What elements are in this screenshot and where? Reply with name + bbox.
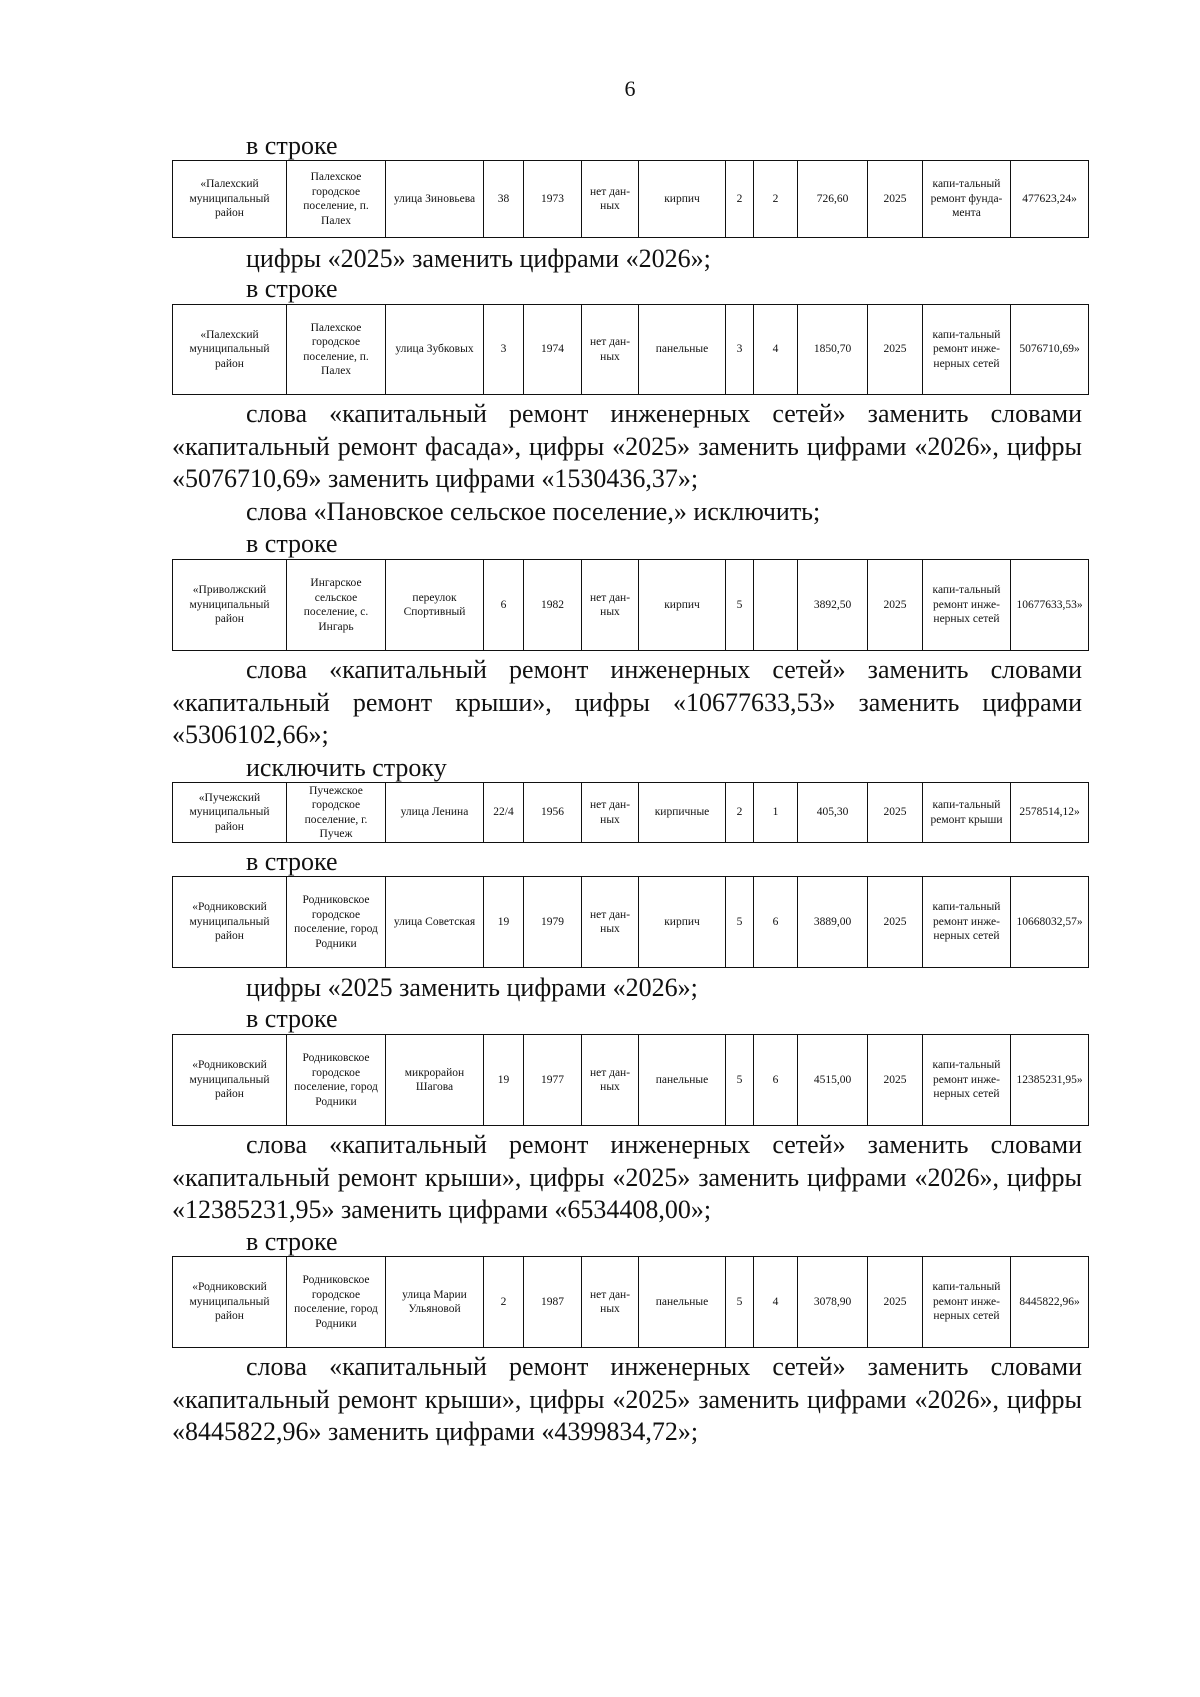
instruction-text: слова «капитальный ремонт инженерных сетей» заменить словами «капитальный ремонт крыши», цифры «10677633,53» заменить цифрами «5306102,66»; [172, 655, 1082, 749]
v-stroke-label: в строке [246, 847, 338, 876]
cell-settlement: Родниковское городское поселение, город Родники [287, 877, 386, 968]
v-stroke-label: в строке [246, 131, 338, 160]
cell-data-status: нет дан-ных [582, 1257, 639, 1348]
cell-material: панельные [639, 1035, 726, 1126]
cell-street: улица Зиновьева [386, 161, 484, 238]
cell-street: переулок Спортивный [386, 560, 484, 651]
v-stroke-label: в строке [246, 1004, 338, 1033]
cell-material: кирпич [639, 560, 726, 651]
cell-work-type: капи-тальный ремонт инже-нерных сетей [923, 305, 1011, 395]
cell-material: панельные [639, 305, 726, 395]
instruction-text: слова «капитальный ремонт инженерных сетей» заменить словами «капитальный ремонт фасада», цифры «2025» заменить цифрами «2026», цифры «5076710,69» заменить цифрами «1530436,37»; [172, 399, 1082, 493]
cell-material: кирпич [639, 161, 726, 238]
instruction-paragraph [172, 1351, 1082, 1449]
cell-house-number: 38 [484, 161, 524, 238]
cell-material: кирпич [639, 877, 726, 968]
table-row [172, 1256, 1089, 1348]
cell-district: «Палехский муниципальный район [173, 305, 287, 395]
cell-area: 3889,00 [798, 877, 868, 968]
table-row-cells [173, 305, 1089, 395]
v-stroke-label: в строке [246, 274, 338, 303]
cell-data-status: нет дан-ных [582, 560, 639, 651]
v-stroke-label: в строке [246, 1227, 338, 1256]
cell-year-plan: 2025 [868, 783, 923, 843]
cell-year: 1974 [524, 305, 582, 395]
page-number: 6 [624, 76, 636, 101]
cell-year: 1977 [524, 1035, 582, 1126]
cell-settlement: Палехское городское поселение, п. Палех [287, 305, 386, 395]
cell-work-type: капи-тальный ремонт крыши [923, 783, 1011, 843]
cell-house-number: 22/4 [484, 783, 524, 843]
table-row [172, 782, 1089, 843]
cell-street: улица Ленина [386, 783, 484, 843]
cell-cost: 12385231,95» [1011, 1035, 1089, 1126]
cell-area: 405,30 [798, 783, 868, 843]
cell-data-status: нет дан-ных [582, 161, 639, 238]
cell-house-number: 2 [484, 1257, 524, 1348]
cell-area: 3078,90 [798, 1257, 868, 1348]
instruction-text: слова «капитальный ремонт инженерных сетей» заменить словами «капитальный ремонт крыши», цифры «2025» заменить цифрами «2026», цифры «12385231,95» заменить цифрами «6534408,00»; [172, 1130, 1082, 1224]
cell-data-status: нет дан-ных [582, 877, 639, 968]
table-row [172, 160, 1089, 238]
cell-entrances [754, 560, 798, 651]
cell-entrances: 6 [754, 877, 798, 968]
table-row-cells [173, 783, 1089, 843]
instruction-text: цифры «2025 заменить цифрами «2026»; [246, 973, 698, 1002]
cell-entrances: 2 [754, 161, 798, 238]
cell-year: 1956 [524, 783, 582, 843]
cell-work-type: капи-тальный ремонт фунда-мента [923, 161, 1011, 238]
cell-entrances: 6 [754, 1035, 798, 1126]
cell-district: «Родниковский муниципальный район [173, 1035, 287, 1126]
table-row-cells [173, 1257, 1089, 1348]
instruction-text: цифры «2025» заменить цифрами «2026»; [246, 244, 711, 273]
cell-district: «Палехский муниципальный район [173, 161, 287, 238]
cell-cost: 477623,24» [1011, 161, 1089, 238]
cell-floors: 5 [726, 1257, 754, 1348]
cell-street: микрорайон Шагова [386, 1035, 484, 1126]
cell-data-status: нет дан-ных [582, 783, 639, 843]
cell-year-plan: 2025 [868, 560, 923, 651]
cell-floors: 2 [726, 783, 754, 843]
instruction-text: слова «Пановское сельское поселение,» исключить; [246, 497, 821, 526]
cell-data-status: нет дан-ных [582, 1035, 639, 1126]
cell-work-type: капи-тальный ремонт инже-нерных сетей [923, 877, 1011, 968]
cell-year-plan: 2025 [868, 877, 923, 968]
cell-work-type: капи-тальный ремонт инже-нерных сетей [923, 1257, 1011, 1348]
cell-area: 726,60 [798, 161, 868, 238]
cell-work-type: капи-тальный ремонт инже-нерных сетей [923, 560, 1011, 651]
cell-house-number: 19 [484, 877, 524, 968]
table-row-cells [173, 560, 1089, 651]
table-row-cells [173, 161, 1089, 238]
cell-district: «Пучежский муниципальный район [173, 783, 287, 843]
cell-cost: 10677633,53» [1011, 560, 1089, 651]
cell-work-type: капи-тальный ремонт инже-нерных сетей [923, 1035, 1011, 1126]
instruction-paragraph [172, 398, 1082, 496]
cell-district: «Родниковский муниципальный район [173, 877, 287, 968]
instruction-text: слова «капитальный ремонт инженерных сетей» заменить словами «капитальный ремонт крыши», цифры «2025» заменить цифрами «2026», цифры «8445822,96» заменить цифрами «4399834,72»; [172, 1352, 1082, 1446]
table-row [172, 876, 1089, 968]
table-row [172, 1034, 1089, 1126]
cell-cost: 8445822,96» [1011, 1257, 1089, 1348]
cell-settlement: Родниковское городское поселение, город Родники [287, 1257, 386, 1348]
cell-house-number: 19 [484, 1035, 524, 1126]
cell-area: 4515,00 [798, 1035, 868, 1126]
cell-year: 1987 [524, 1257, 582, 1348]
cell-year: 1973 [524, 161, 582, 238]
cell-floors: 5 [726, 560, 754, 651]
cell-settlement: Родниковское городское поселение, город Родники [287, 1035, 386, 1126]
cell-house-number: 3 [484, 305, 524, 395]
cell-house-number: 6 [484, 560, 524, 651]
cell-entrances: 4 [754, 1257, 798, 1348]
cell-year: 1982 [524, 560, 582, 651]
cell-entrances: 4 [754, 305, 798, 395]
cell-settlement: Ингарское сельское поселение, с. Ингарь [287, 560, 386, 651]
cell-street: улица Зубковых [386, 305, 484, 395]
cell-area: 1850,70 [798, 305, 868, 395]
cell-district: «Родниковский муниципальный район [173, 1257, 287, 1348]
cell-settlement: Палехское городское поселение, п. Палех [287, 161, 386, 238]
cell-data-status: нет дан-ных [582, 305, 639, 395]
cell-year-plan: 2025 [868, 161, 923, 238]
instruction-paragraph [172, 654, 1082, 752]
cell-cost: 2578514,12» [1011, 783, 1089, 843]
cell-entrances: 1 [754, 783, 798, 843]
table-row-cells [173, 877, 1089, 968]
cell-year-plan: 2025 [868, 1035, 923, 1126]
v-stroke-label: в строке [246, 529, 338, 558]
exclude-row-label: исключить строку [246, 753, 447, 782]
cell-floors: 5 [726, 877, 754, 968]
cell-material: кирпичные [639, 783, 726, 843]
cell-cost: 5076710,69» [1011, 305, 1089, 395]
cell-district: «Приволжский муниципальный район [173, 560, 287, 651]
cell-year-plan: 2025 [868, 305, 923, 395]
cell-floors: 5 [726, 1035, 754, 1126]
cell-area: 3892,50 [798, 560, 868, 651]
instruction-paragraph [172, 1129, 1082, 1227]
cell-year: 1979 [524, 877, 582, 968]
cell-floors: 2 [726, 161, 754, 238]
cell-street: улица Марии Ульяновой [386, 1257, 484, 1348]
cell-year-plan: 2025 [868, 1257, 923, 1348]
cell-material: панельные [639, 1257, 726, 1348]
cell-floors: 3 [726, 305, 754, 395]
table-row [172, 304, 1089, 395]
table-row [172, 559, 1089, 651]
table-row-cells [173, 1035, 1089, 1126]
cell-street: улица Советская [386, 877, 484, 968]
cell-settlement: Пучежское городское поселение, г. Пучеж [287, 783, 386, 843]
cell-cost: 10668032,57» [1011, 877, 1089, 968]
